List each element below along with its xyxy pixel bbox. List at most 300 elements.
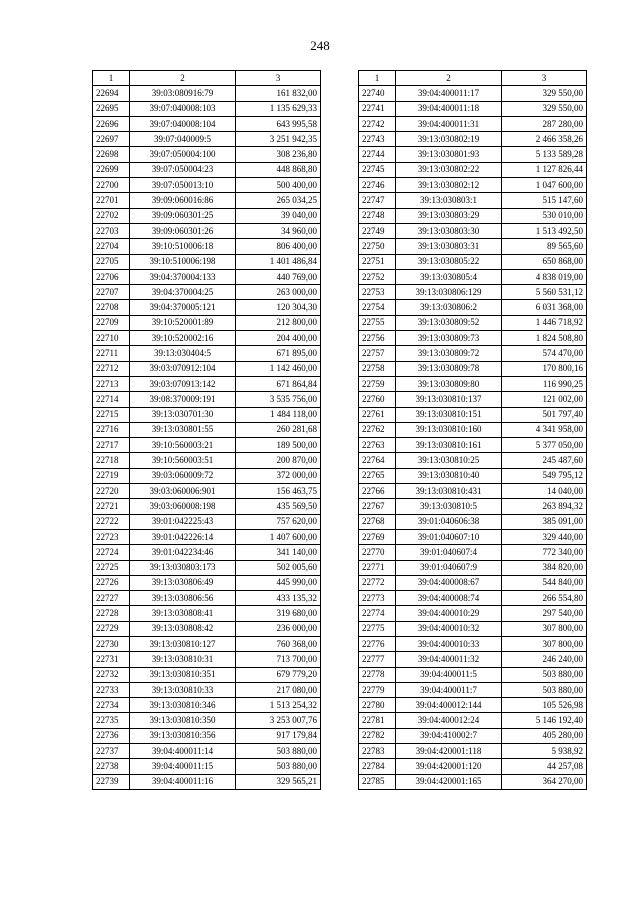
cadastral-number-cell: 39:04:400011:7 — [396, 682, 502, 697]
table-row — [93, 147, 321, 162]
table-row — [93, 591, 321, 606]
table-row — [93, 468, 321, 483]
row-number-cell: 22727 — [93, 591, 130, 606]
row-number-cell: 22745 — [359, 162, 396, 177]
cadastral-value-cell: 806 400,00 — [236, 239, 321, 254]
row-number-cell: 22697 — [93, 132, 130, 147]
cadastral-number-cell: 39:04:400012:24 — [396, 713, 502, 728]
row-number-cell: 22737 — [93, 744, 130, 759]
row-number-cell: 22776 — [359, 636, 396, 651]
table-row — [359, 300, 587, 315]
cadastral-number-cell: 39:13:030803:31 — [396, 239, 502, 254]
page-number: 248 — [310, 38, 330, 53]
table-row — [93, 116, 321, 131]
row-number-cell: 22705 — [93, 254, 130, 269]
cadastral-value-cell: 4 838 019,00 — [502, 269, 587, 284]
cadastral-number-cell: 39:09:060301:25 — [130, 208, 236, 223]
cadastral-value-cell: 445 990,00 — [236, 575, 321, 590]
cadastral-value-cell: 212 800,00 — [236, 315, 321, 330]
cadastral-value-cell: 121 002,00 — [502, 392, 587, 407]
cadastral-value-cell: 265 034,25 — [236, 193, 321, 208]
cadastral-number-cell: 39:10:520002:16 — [130, 331, 236, 346]
table-row — [93, 422, 321, 437]
cadastral-number-cell: 39:13:030809:52 — [396, 315, 502, 330]
table-row — [359, 254, 587, 269]
column-header-1: 1 — [359, 71, 396, 86]
row-number-cell: 22748 — [359, 208, 396, 223]
table-row — [359, 774, 587, 789]
row-number-cell: 22764 — [359, 453, 396, 468]
cadastral-number-cell: 39:13:030810:351 — [130, 667, 236, 682]
table-body-left — [93, 86, 321, 790]
table-row — [93, 285, 321, 300]
cadastral-number-cell: 39:07:040008:103 — [130, 101, 236, 116]
table-row — [359, 560, 587, 575]
table-row — [359, 529, 587, 544]
cadastral-value-cell: 1 513 254,32 — [236, 698, 321, 713]
row-number-cell: 22718 — [93, 453, 130, 468]
row-number-cell: 22699 — [93, 162, 130, 177]
row-number-cell: 22762 — [359, 422, 396, 437]
cadastral-number-cell: 39:13:030805:4 — [396, 269, 502, 284]
cadastral-number-cell: 39:01:040607:10 — [396, 529, 502, 544]
row-number-cell: 22715 — [93, 407, 130, 422]
cadastral-value-cell: 308 236,80 — [236, 147, 321, 162]
row-number-cell: 22723 — [93, 529, 130, 544]
cadastral-value-cell: 1 047 600,00 — [502, 178, 587, 193]
cadastral-number-cell: 39:01:042226:14 — [130, 529, 236, 544]
cadastral-value-cell: 1 401 486,84 — [236, 254, 321, 269]
cadastral-value-cell: 5 146 192,40 — [502, 713, 587, 728]
cadastral-number-cell: 39:04:400008:67 — [396, 575, 502, 590]
table-row — [93, 346, 321, 361]
table-row — [93, 178, 321, 193]
cadastral-value-cell: 1 142 460,00 — [236, 361, 321, 376]
row-number-cell: 22773 — [359, 591, 396, 606]
cadastral-number-cell: 39:04:400011:17 — [396, 86, 502, 101]
row-number-cell: 22755 — [359, 315, 396, 330]
cadastral-number-cell: 39:13:030809:73 — [396, 331, 502, 346]
row-number-cell: 22698 — [93, 147, 130, 162]
cadastral-value-cell: 14 040,00 — [502, 484, 587, 499]
table-row — [359, 545, 587, 560]
cadastral-value-cell: 364 270,00 — [502, 774, 587, 789]
table-row — [93, 713, 321, 728]
row-number-cell: 22710 — [93, 331, 130, 346]
cadastral-number-cell: 39:04:400011:5 — [396, 667, 502, 682]
cadastral-value-cell: 329 565,21 — [236, 774, 321, 789]
cadastral-number-cell: 39:04:400011:14 — [130, 744, 236, 759]
table-row — [359, 499, 587, 514]
cadastral-value-cell: 549 795,12 — [502, 468, 587, 483]
row-number-cell: 22732 — [93, 667, 130, 682]
column-header-1: 1 — [93, 71, 130, 86]
row-number-cell: 22761 — [359, 407, 396, 422]
cadastral-value-cell: 544 840,00 — [502, 575, 587, 590]
cadastral-number-cell: 39:04:370005:121 — [130, 300, 236, 315]
cadastral-number-cell: 39:04:410002:7 — [396, 728, 502, 743]
table-row — [93, 86, 321, 101]
row-number-cell: 22742 — [359, 116, 396, 131]
table-row — [359, 193, 587, 208]
table-row — [359, 376, 587, 391]
cadastral-value-cell: 297 540,00 — [502, 606, 587, 621]
row-number-cell: 22714 — [93, 392, 130, 407]
cadastral-number-cell: 39:13:030810:127 — [130, 636, 236, 651]
row-number-cell: 22747 — [359, 193, 396, 208]
cadastral-number-cell: 39:04:420001:165 — [396, 774, 502, 789]
table-row — [359, 744, 587, 759]
table-row — [93, 254, 321, 269]
table-body-right — [359, 86, 587, 790]
table-row — [359, 713, 587, 728]
cadastral-number-cell: 39:03:060009:72 — [130, 468, 236, 483]
cadastral-number-cell: 39:07:050004:100 — [130, 147, 236, 162]
cadastral-number-cell: 39:13:030803:1 — [396, 193, 502, 208]
table-row — [93, 759, 321, 774]
cadastral-number-cell: 39:13:030808:41 — [130, 606, 236, 621]
table-row — [359, 315, 587, 330]
cadastral-value-cell: 39 040,00 — [236, 208, 321, 223]
row-number-cell: 22738 — [93, 759, 130, 774]
cadastral-value-cell: 5 133 589,28 — [502, 147, 587, 162]
row-number-cell: 22785 — [359, 774, 396, 789]
cadastral-value-cell: 5 560 531,12 — [502, 285, 587, 300]
table-row — [359, 392, 587, 407]
table-row — [93, 560, 321, 575]
row-number-cell: 22735 — [93, 713, 130, 728]
cadastral-number-cell: 39:13:030810:346 — [130, 698, 236, 713]
cadastral-value-cell: 263 000,00 — [236, 285, 321, 300]
table-row — [359, 606, 587, 621]
cadastral-value-cell: 643 995,58 — [236, 116, 321, 131]
table-row — [93, 529, 321, 544]
cadastral-number-cell: 39:10:560003:21 — [130, 438, 236, 453]
cadastral-value-cell: 671 864,84 — [236, 376, 321, 391]
row-number-cell: 22768 — [359, 514, 396, 529]
row-number-cell: 22778 — [359, 667, 396, 682]
cadastral-value-cell: 329 550,00 — [502, 86, 587, 101]
row-number-cell: 22751 — [359, 254, 396, 269]
table-header-row — [359, 71, 587, 86]
table-row — [93, 575, 321, 590]
cadastral-value-cell: 263 894,32 — [502, 499, 587, 514]
cadastral-number-cell: 39:13:030802:12 — [396, 178, 502, 193]
row-number-cell: 22724 — [93, 545, 130, 560]
table-row — [93, 606, 321, 621]
table-row — [93, 499, 321, 514]
row-number-cell: 22772 — [359, 575, 396, 590]
cadastral-value-cell: 1 513 492,50 — [502, 223, 587, 238]
cadastral-number-cell: 39:03:070912:104 — [130, 361, 236, 376]
row-number-cell: 22784 — [359, 759, 396, 774]
row-number-cell: 22700 — [93, 178, 130, 193]
table-row — [359, 407, 587, 422]
cadastral-value-cell: 3 535 756,00 — [236, 392, 321, 407]
cadastral-value-cell: 515 147,60 — [502, 193, 587, 208]
table-row — [359, 331, 587, 346]
cadastral-value-cell: 156 463,75 — [236, 484, 321, 499]
cadastral-number-cell: 39:13:030810:350 — [130, 713, 236, 728]
row-number-cell: 22722 — [93, 514, 130, 529]
cadastral-number-cell: 39:13:030801:55 — [130, 422, 236, 437]
row-number-cell: 22752 — [359, 269, 396, 284]
table-row — [93, 132, 321, 147]
cadastral-value-cell: 319 680,00 — [236, 606, 321, 621]
cadastral-number-cell: 39:04:400012:144 — [396, 698, 502, 713]
table-row — [93, 453, 321, 468]
table-row — [359, 101, 587, 116]
cadastral-number-cell: 39:09:060016:86 — [130, 193, 236, 208]
cadastral-value-cell: 44 257,08 — [502, 759, 587, 774]
cadastral-value-cell: 405 280,00 — [502, 728, 587, 743]
row-number-cell: 22783 — [359, 744, 396, 759]
table-row — [93, 300, 321, 315]
column-header-3: 3 — [236, 71, 321, 86]
row-number-cell: 22695 — [93, 101, 130, 116]
row-number-cell: 22754 — [359, 300, 396, 315]
row-number-cell: 22777 — [359, 652, 396, 667]
cadastral-number-cell: 39:13:030802:22 — [396, 162, 502, 177]
row-number-cell: 22701 — [93, 193, 130, 208]
row-number-cell: 22769 — [359, 529, 396, 544]
cadastral-value-cell: 287 280,00 — [502, 116, 587, 131]
cadastral-number-cell: 39:04:400010:32 — [396, 621, 502, 636]
row-number-cell: 22730 — [93, 636, 130, 651]
cadastral-number-cell: 39:04:400008:74 — [396, 591, 502, 606]
cadastral-number-cell: 39:13:030810:151 — [396, 407, 502, 422]
row-number-cell: 22708 — [93, 300, 130, 315]
cadastral-number-cell: 39:03:060008:198 — [130, 499, 236, 514]
cadastral-value-cell: 650 868,00 — [502, 254, 587, 269]
cadastral-value-cell: 440 769,00 — [236, 269, 321, 284]
row-number-cell: 22782 — [359, 728, 396, 743]
cadastral-value-cell: 189 500,00 — [236, 438, 321, 453]
column-header-2: 2 — [396, 71, 502, 86]
table-row — [359, 514, 587, 529]
table-row — [93, 514, 321, 529]
cadastral-number-cell: 39:13:030810:356 — [130, 728, 236, 743]
row-number-cell: 22702 — [93, 208, 130, 223]
cadastral-value-cell: 435 569,50 — [236, 499, 321, 514]
cadastral-number-cell: 39:04:400011:15 — [130, 759, 236, 774]
cadastral-value-cell: 757 620,00 — [236, 514, 321, 529]
row-number-cell: 22716 — [93, 422, 130, 437]
row-number-cell: 22696 — [93, 116, 130, 131]
cadastral-value-cell: 341 140,00 — [236, 545, 321, 560]
cadastral-value-cell: 448 868,80 — [236, 162, 321, 177]
table-row — [359, 132, 587, 147]
cadastral-number-cell: 39:13:030810:5 — [396, 499, 502, 514]
cadastral-number-cell: 39:04:420001:118 — [396, 744, 502, 759]
cadastral-value-cell: 760 368,00 — [236, 636, 321, 651]
table-row — [359, 759, 587, 774]
cadastral-number-cell: 39:13:030806:56 — [130, 591, 236, 606]
cadastral-value-cell: 3 253 007,76 — [236, 713, 321, 728]
row-number-cell: 22720 — [93, 484, 130, 499]
cadastral-number-cell: 39:13:030803:173 — [130, 560, 236, 575]
cadastral-number-cell: 39:13:030809:80 — [396, 376, 502, 391]
row-number-cell: 22740 — [359, 86, 396, 101]
table-row — [359, 116, 587, 131]
row-number-cell: 22760 — [359, 392, 396, 407]
row-number-cell: 22713 — [93, 376, 130, 391]
row-number-cell: 22704 — [93, 239, 130, 254]
cadastral-number-cell: 39:08:370009:191 — [130, 392, 236, 407]
table-row — [359, 178, 587, 193]
cadastral-value-cell: 2 466 358,26 — [502, 132, 587, 147]
table-row — [359, 438, 587, 453]
row-number-cell: 22771 — [359, 560, 396, 575]
cadastral-value-cell: 1 484 118,00 — [236, 407, 321, 422]
cadastral-value-cell: 384 820,00 — [502, 560, 587, 575]
table-row — [359, 728, 587, 743]
cadastral-number-cell: 39:13:030806:49 — [130, 575, 236, 590]
cadastral-number-cell: 39:13:030810:31 — [130, 652, 236, 667]
cadastral-number-cell: 39:13:030802:19 — [396, 132, 502, 147]
cadastral-value-cell: 503 880,00 — [236, 759, 321, 774]
cadastral-number-cell: 39:13:030808:42 — [130, 621, 236, 636]
cadastral-value-cell: 385 091,00 — [502, 514, 587, 529]
table-row — [359, 682, 587, 697]
table-row — [359, 86, 587, 101]
cadastral-value-cell: 502 005,60 — [236, 560, 321, 575]
cadastral-value-cell: 433 135,32 — [236, 591, 321, 606]
cadastral-number-cell: 39:04:400011:18 — [396, 101, 502, 116]
cadastral-value-cell: 120 304,30 — [236, 300, 321, 315]
table-row — [359, 484, 587, 499]
row-number-cell: 22733 — [93, 682, 130, 697]
table-row — [93, 621, 321, 636]
cadastral-number-cell: 39:13:030805:22 — [396, 254, 502, 269]
row-number-cell: 22707 — [93, 285, 130, 300]
table-row — [359, 575, 587, 590]
row-number-cell: 22725 — [93, 560, 130, 575]
cadastral-number-cell: 39:03:070913:142 — [130, 376, 236, 391]
row-number-cell: 22717 — [93, 438, 130, 453]
cadastral-number-cell: 39:07:050004:23 — [130, 162, 236, 177]
cadastral-number-cell: 39:10:510006:18 — [130, 239, 236, 254]
cadastral-number-cell: 39:01:040607:9 — [396, 560, 502, 575]
cadastral-value-cell: 200 870,00 — [236, 453, 321, 468]
table-row — [359, 422, 587, 437]
row-number-cell: 22779 — [359, 682, 396, 697]
row-number-cell: 22763 — [359, 438, 396, 453]
table-row — [93, 438, 321, 453]
cadastral-value-cell: 307 800,00 — [502, 636, 587, 651]
cadastral-number-cell: 39:01:042225:43 — [130, 514, 236, 529]
cadastral-number-cell: 39:03:060006:901 — [130, 484, 236, 499]
cadastral-number-cell: 39:13:030810:25 — [396, 453, 502, 468]
row-number-cell: 22736 — [93, 728, 130, 743]
table-row — [93, 208, 321, 223]
table-row — [359, 162, 587, 177]
table-row — [359, 652, 587, 667]
cadastral-value-cell: 329 440,00 — [502, 529, 587, 544]
cadastral-number-cell: 39:01:040607:4 — [396, 545, 502, 560]
table-row — [93, 392, 321, 407]
column-header-3: 3 — [502, 71, 587, 86]
cadastral-number-cell: 39:04:400010:33 — [396, 636, 502, 651]
cadastral-value-cell: 372 000,00 — [236, 468, 321, 483]
row-number-cell: 22694 — [93, 86, 130, 101]
registry-table-left — [92, 70, 321, 790]
row-number-cell: 22746 — [359, 178, 396, 193]
cadastral-number-cell: 39:13:030809:78 — [396, 361, 502, 376]
cadastral-value-cell: 5 938,92 — [502, 744, 587, 759]
cadastral-value-cell: 917 179,84 — [236, 728, 321, 743]
cadastral-value-cell: 574 470,00 — [502, 346, 587, 361]
row-number-cell: 22711 — [93, 346, 130, 361]
row-number-cell: 22721 — [93, 499, 130, 514]
table-row — [93, 376, 321, 391]
cadastral-value-cell: 501 797,40 — [502, 407, 587, 422]
cadastral-number-cell: 39:07:040009:5 — [130, 132, 236, 147]
cadastral-value-cell: 4 341 958,00 — [502, 422, 587, 437]
cadastral-value-cell: 503 880,00 — [502, 667, 587, 682]
cadastral-value-cell: 500 400,00 — [236, 178, 321, 193]
table-row — [359, 346, 587, 361]
cadastral-number-cell: 39:13:030801:93 — [396, 147, 502, 162]
cadastral-value-cell: 1 824 508,80 — [502, 331, 587, 346]
cadastral-number-cell: 39:04:400010:29 — [396, 606, 502, 621]
row-number-cell: 22766 — [359, 484, 396, 499]
cadastral-number-cell: 39:13:030701:30 — [130, 407, 236, 422]
row-number-cell: 22757 — [359, 346, 396, 361]
cadastral-value-cell: 260 281,68 — [236, 422, 321, 437]
row-number-cell: 22734 — [93, 698, 130, 713]
table-row — [359, 468, 587, 483]
cadastral-number-cell: 39:13:030810:137 — [396, 392, 502, 407]
row-number-cell: 22706 — [93, 269, 130, 284]
cadastral-value-cell: 1 446 718,92 — [502, 315, 587, 330]
table-row — [359, 621, 587, 636]
cadastral-number-cell: 39:09:060301:26 — [130, 223, 236, 238]
row-number-cell: 22756 — [359, 331, 396, 346]
cadastral-value-cell: 105 526,98 — [502, 698, 587, 713]
cadastral-value-cell: 6 031 368,00 — [502, 300, 587, 315]
cadastral-number-cell: 39:04:400011:31 — [396, 116, 502, 131]
registry-table-right — [358, 70, 587, 790]
cadastral-number-cell: 39:10:520001:89 — [130, 315, 236, 330]
row-number-cell: 22729 — [93, 621, 130, 636]
column-header-2: 2 — [130, 71, 236, 86]
table-row — [93, 162, 321, 177]
cadastral-number-cell: 39:13:030803:30 — [396, 223, 502, 238]
row-number-cell: 22744 — [359, 147, 396, 162]
table-row — [93, 331, 321, 346]
table-row — [359, 285, 587, 300]
table-row — [93, 407, 321, 422]
cadastral-value-cell: 503 880,00 — [236, 744, 321, 759]
row-number-cell: 22759 — [359, 376, 396, 391]
row-number-cell: 22703 — [93, 223, 130, 238]
row-number-cell: 22765 — [359, 468, 396, 483]
cadastral-value-cell: 307 800,00 — [502, 621, 587, 636]
cadastral-value-cell: 217 080,00 — [236, 682, 321, 697]
row-number-cell: 22753 — [359, 285, 396, 300]
cadastral-number-cell: 39:04:370004:133 — [130, 269, 236, 284]
cadastral-value-cell: 671 895,00 — [236, 346, 321, 361]
cadastral-number-cell: 39:13:030809:72 — [396, 346, 502, 361]
table-row — [359, 636, 587, 651]
cadastral-value-cell: 266 554,80 — [502, 591, 587, 606]
cadastral-value-cell: 89 565,60 — [502, 239, 587, 254]
table-row — [93, 667, 321, 682]
table-row — [93, 223, 321, 238]
cadastral-value-cell: 161 832,00 — [236, 86, 321, 101]
table-row — [359, 361, 587, 376]
